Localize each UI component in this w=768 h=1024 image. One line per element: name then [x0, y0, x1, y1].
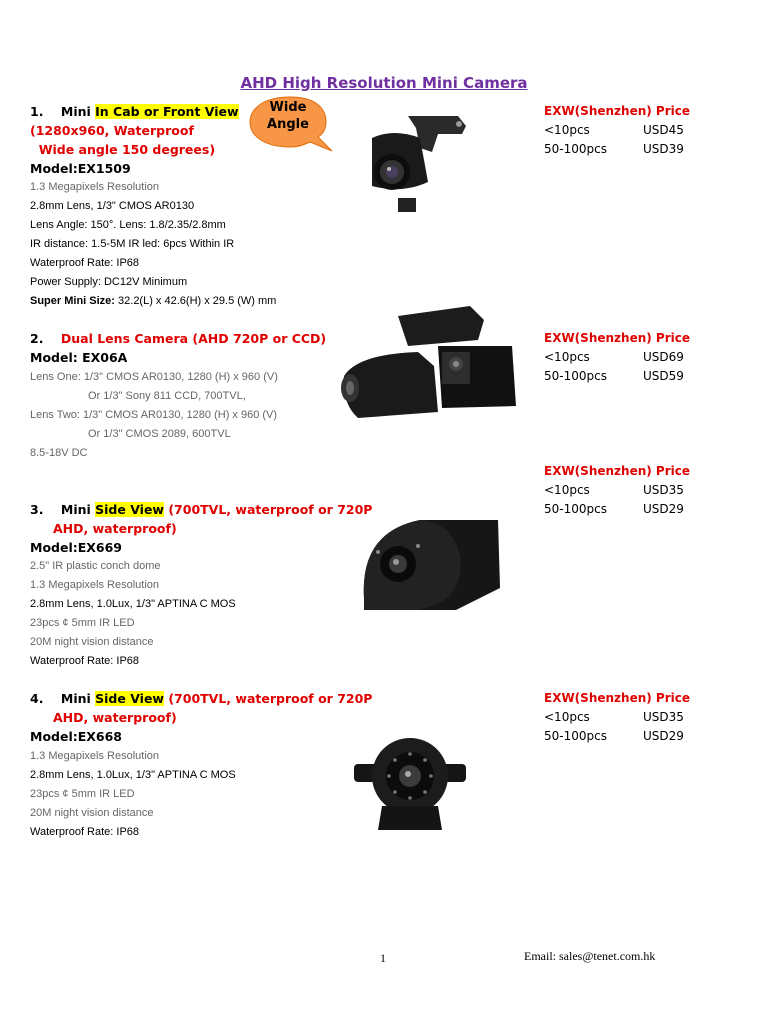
product-4-model: Model:EX668	[30, 729, 123, 744]
product-3-camera-image	[356, 512, 504, 623]
product-2-specs: Lens One: 1/3" CMOS AR0130, 1280 (H) x 960 (V) Or 1/3" Sony 811 CCD, 700TVL, Lens Two: 1/3" CMOS AR0130, 1280 (H) x 960 (V) Or 1/3" CMOS 2089, 600TVL 8.5-18V DC	[30, 371, 278, 459]
product-3-model: Model:EX669	[30, 540, 123, 555]
page-title: AHD High Resolution Mini Camera	[240, 74, 528, 92]
product-4-price: EXW(Shenzhen) Price <10pcs USD35 50-100pcs USD29	[544, 691, 690, 743]
product-1-price: EXW(Shenzhen) Price <10pcs USD45 50-100pcs USD39	[544, 104, 690, 156]
product-1-model: Model:EX1509	[30, 161, 131, 176]
callout-text: Wide Angle	[267, 100, 309, 132]
product-3-specs: 2.5" IR plastic conch dome 1.3 Megapixels Resolution 2.8mm Lens, 1.0Lux, 1/3" APTINA C MOS 23pcs ¢ 5mm IR LED 20M night vision distance Waterproof Rate: IP68	[30, 560, 236, 667]
wide-angle-callout	[248, 95, 334, 155]
product-1-heading: 1. Mini In Cab or Front View (1280x960, Waterproof Wide angle 150 degrees) Model:EX1509	[30, 104, 239, 176]
product-2-camera-image	[338, 296, 524, 437]
product-4-camera-image	[352, 734, 468, 837]
product-1-specs: 1.3 Megapixels Resolution 2.8mm Lens, 1/3" CMOS AR0130 Lens Angle: 150°. Lens: 1.8/2.35/2.8mm IR distance: 1.5-5M IR led: 6pcs Within IR Waterproof Rate: IP68 Power Supply: DC12V Minimum Super Mini Size: 32.2(L) x 42.6(H) x 29.5 (W) mm	[30, 181, 277, 307]
product-3-price: EXW(Shenzhen) Price <10pcs USD35 50-100pcs USD29	[544, 464, 690, 516]
product-4-specs: 1.3 Megapixels Resolution 2.8mm Lens, 1.0Lux, 1/3" APTINA C MOS 23pcs ¢ 5mm IR LED 20M night vision distance Waterproof Rate: IP68	[30, 750, 236, 838]
product-3-heading: 3. Mini Side View (700TVL, waterproof or 720P AHD, waterproof) Model:EX669	[30, 502, 373, 555]
product-2-heading: 2. Dual Lens Camera (AHD 720P or CCD) Model: EX06A	[30, 331, 327, 365]
footer-email[interactable]: Email: sales@tenet.com.hk	[524, 949, 656, 963]
product-2-model: Model: EX06A	[30, 350, 128, 365]
page-number: 1	[380, 951, 386, 965]
product-2-price: EXW(Shenzhen) Price <10pcs USD69 50-100pcs USD59	[544, 331, 690, 383]
product-4-heading: 4. Mini Side View (700TVL, waterproof or 720P AHD, waterproof) Model:EX668	[30, 691, 373, 744]
product-1-camera-image	[358, 108, 474, 219]
